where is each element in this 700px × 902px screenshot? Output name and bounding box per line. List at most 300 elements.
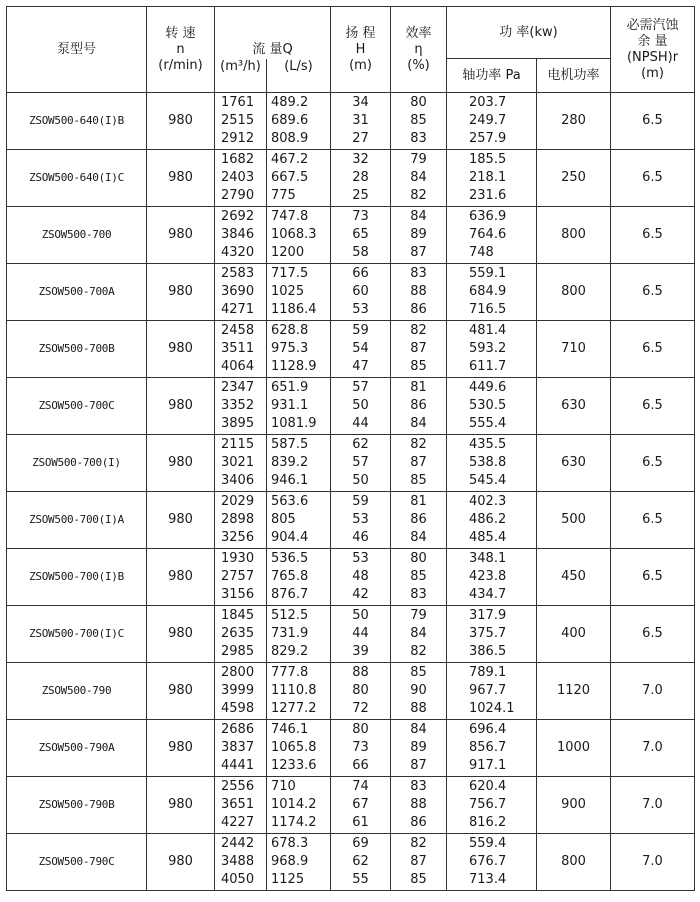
shaft-power-cell <box>447 264 537 321</box>
shaft-power-cell-value: 402.3 <box>469 493 507 509</box>
head-cell <box>331 834 391 891</box>
shaft-power-cell-value: 348.1 <box>469 550 507 566</box>
head-cell-value: 62 <box>352 853 369 869</box>
shaft-power-cell <box>447 93 537 150</box>
pump-model-cell: ZSOW500-700(I)C <box>7 606 147 663</box>
shaft-power-cell <box>447 777 537 834</box>
flow-ls-cell-value: 1014.2 <box>271 796 317 812</box>
flow-ls-cell-value: 717.5 <box>271 265 309 281</box>
shaft-power-cell <box>447 435 537 492</box>
flow-m3h-cell-value: 2515 <box>221 112 255 128</box>
motor-power-cell: 900 <box>537 777 611 834</box>
shaft-power-cell-value: 203.7 <box>469 94 507 110</box>
head-cell-value: 47 <box>352 359 369 375</box>
head-cell-value: 50 <box>352 607 369 623</box>
flow-m3h-cell-value: 4227 <box>221 815 255 831</box>
flow-ls-cell <box>267 264 331 321</box>
head-cell-value: 74 <box>352 778 369 794</box>
head-cell-value: 53 <box>352 550 369 566</box>
shaft-power-cell-value: 545.4 <box>469 473 507 489</box>
flow-ls-cell-value: 746.1 <box>271 721 309 737</box>
shaft-power-cell-value: 386.5 <box>469 644 507 660</box>
efficiency-cell-value: 85 <box>410 664 427 680</box>
shaft-power-cell-value: 481.4 <box>469 322 507 338</box>
table-row <box>7 264 695 321</box>
shaft-power-cell-value: 559.4 <box>469 835 507 851</box>
flow-ls-cell-value: 946.1 <box>271 473 309 489</box>
flow-ls-cell-value: 765.8 <box>271 568 309 584</box>
header-head-symbol: H <box>355 41 366 57</box>
table-row <box>7 606 695 663</box>
efficiency-cell-value: 83 <box>410 265 427 281</box>
header-npsh-line1: 必需汽蚀 <box>626 17 679 33</box>
shaft-power-cell-value: 789.1 <box>469 664 507 680</box>
shaft-power-cell-value: 593.2 <box>469 340 507 356</box>
shaft-power-cell <box>447 834 537 891</box>
shaft-power-cell-value: 257.9 <box>469 131 507 147</box>
flow-ls-cell <box>267 150 331 207</box>
shaft-power-cell <box>447 321 537 378</box>
head-cell-value: 44 <box>352 625 369 641</box>
efficiency-cell-value: 85 <box>410 359 427 375</box>
table-row <box>7 207 695 264</box>
flow-m3h-cell <box>215 150 267 207</box>
motor-power-cell: 800 <box>537 834 611 891</box>
speed-cell: 980 <box>147 93 215 150</box>
flow-m3h-cell <box>215 834 267 891</box>
efficiency-cell-value: 88 <box>410 283 427 299</box>
npsh-cell: 6.5 <box>611 378 695 435</box>
flow-m3h-cell <box>215 435 267 492</box>
flow-ls-cell-value: 1186.4 <box>271 302 317 318</box>
flow-m3h-cell <box>215 663 267 720</box>
flow-ls-cell <box>267 93 331 150</box>
shaft-power-cell-value: 530.5 <box>469 397 507 413</box>
flow-ls-cell-value: 1068.3 <box>271 226 317 242</box>
efficiency-cell <box>391 207 447 264</box>
flow-m3h-cell-value: 4441 <box>221 758 255 774</box>
header-flow: 流 量Q <box>215 7 331 59</box>
efficiency-cell-value: 84 <box>410 721 427 737</box>
efficiency-cell-value: 85 <box>410 473 427 489</box>
head-cell-value: 67 <box>352 796 369 812</box>
shaft-power-cell-value: 486.2 <box>469 511 507 527</box>
header-head <box>331 7 391 93</box>
efficiency-cell-value: 86 <box>410 511 427 527</box>
motor-power-cell: 710 <box>537 321 611 378</box>
head-cell-value: 73 <box>352 208 369 224</box>
flow-m3h-cell-value: 4320 <box>221 245 255 261</box>
npsh-cell: 6.5 <box>611 150 695 207</box>
head-cell-value: 27 <box>352 131 369 147</box>
shaft-power-cell-value: 967.7 <box>469 682 507 698</box>
shaft-power-cell <box>447 207 537 264</box>
motor-power-cell: 1000 <box>537 720 611 777</box>
flow-m3h-cell <box>215 777 267 834</box>
header-npsh-line3: (NPSH)r <box>626 49 679 65</box>
flow-m3h-cell-value: 3156 <box>221 587 255 603</box>
flow-ls-cell-value: 678.3 <box>271 835 309 851</box>
efficiency-cell <box>391 777 447 834</box>
shaft-power-cell-value: 611.7 <box>469 359 507 375</box>
flow-m3h-cell-value: 2458 <box>221 322 255 338</box>
flow-m3h-cell <box>215 264 267 321</box>
npsh-cell: 6.5 <box>611 549 695 606</box>
head-cell-value: 28 <box>352 169 369 185</box>
flow-m3h-cell-value: 2635 <box>221 625 255 641</box>
flow-m3h-cell-value: 1761 <box>221 94 255 110</box>
flow-m3h-cell-value: 4050 <box>221 872 255 888</box>
motor-power-cell: 800 <box>537 264 611 321</box>
efficiency-cell-value: 89 <box>410 226 427 242</box>
efficiency-cell-value: 84 <box>410 530 427 546</box>
speed-cell: 980 <box>147 834 215 891</box>
flow-ls-cell-value: 731.9 <box>271 625 309 641</box>
flow-m3h-cell-value: 2403 <box>221 169 255 185</box>
flow-m3h-cell-value: 2556 <box>221 778 255 794</box>
shaft-power-cell-value: 434.7 <box>469 587 507 603</box>
head-cell-value: 60 <box>352 283 369 299</box>
head-cell-value: 48 <box>352 568 369 584</box>
npsh-cell: 6.5 <box>611 606 695 663</box>
flow-m3h-cell-value: 2800 <box>221 664 255 680</box>
table-row <box>7 549 695 606</box>
head-cell <box>331 435 391 492</box>
shaft-power-cell-value: 756.7 <box>469 796 507 812</box>
motor-power-cell: 400 <box>537 606 611 663</box>
flow-m3h-cell-value: 2757 <box>221 568 255 584</box>
efficiency-cell-value: 84 <box>410 416 427 432</box>
efficiency-cell-value: 79 <box>410 607 427 623</box>
flow-ls-cell-value: 1125 <box>271 872 305 888</box>
speed-cell: 980 <box>147 549 215 606</box>
head-cell-value: 72 <box>352 701 369 717</box>
flow-ls-cell-value: 968.9 <box>271 853 309 869</box>
table-row <box>7 834 695 891</box>
efficiency-cell-value: 85 <box>410 568 427 584</box>
shaft-power-cell-value: 218.1 <box>469 169 507 185</box>
flow-ls-cell <box>267 834 331 891</box>
header-eff-title: 效率 <box>405 25 432 41</box>
shaft-power-cell <box>447 663 537 720</box>
npsh-cell: 7.0 <box>611 777 695 834</box>
efficiency-cell-value: 85 <box>410 872 427 888</box>
efficiency-cell <box>391 321 447 378</box>
npsh-cell: 7.0 <box>611 834 695 891</box>
flow-ls-cell-value: 628.8 <box>271 322 309 338</box>
shaft-power-cell-value: 538.8 <box>469 454 507 470</box>
head-cell-value: 66 <box>352 758 369 774</box>
flow-ls-cell-value: 667.5 <box>271 169 309 185</box>
efficiency-cell <box>391 150 447 207</box>
efficiency-cell-value: 84 <box>410 208 427 224</box>
table-row <box>7 93 695 150</box>
motor-power-cell: 630 <box>537 378 611 435</box>
shaft-power-cell-value: 317.9 <box>469 607 507 623</box>
efficiency-cell <box>391 264 447 321</box>
flow-ls-cell-value: 876.7 <box>271 587 309 603</box>
flow-ls-cell-value: 1110.8 <box>271 682 317 698</box>
flow-m3h-cell-value: 3837 <box>221 739 255 755</box>
head-cell <box>331 549 391 606</box>
speed-cell: 980 <box>147 378 215 435</box>
efficiency-cell <box>391 492 447 549</box>
head-cell-value: 39 <box>352 644 369 660</box>
flow-ls-cell-value: 489.2 <box>271 94 309 110</box>
flow-m3h-cell-value: 3511 <box>221 340 255 356</box>
efficiency-cell-value: 88 <box>410 701 427 717</box>
flow-m3h-cell-value: 1930 <box>221 550 255 566</box>
table-row <box>7 150 695 207</box>
header-eff-symbol: η <box>414 41 423 57</box>
flow-m3h-cell-value: 1845 <box>221 607 255 623</box>
head-cell <box>331 606 391 663</box>
flow-ls-cell <box>267 720 331 777</box>
flow-m3h-cell-value: 3690 <box>221 283 255 299</box>
flow-m3h-cell-value: 3256 <box>221 530 255 546</box>
table-header <box>7 7 695 93</box>
efficiency-cell-value: 83 <box>410 778 427 794</box>
flow-m3h-cell-value: 2898 <box>221 511 255 527</box>
flow-ls-cell-value: 1174.2 <box>271 815 317 831</box>
flow-ls-cell-value: 829.2 <box>271 644 309 660</box>
header-npsh <box>611 7 695 93</box>
efficiency-cell-value: 83 <box>410 131 427 147</box>
motor-power-cell: 450 <box>537 549 611 606</box>
flow-m3h-cell <box>215 93 267 150</box>
head-cell-value: 57 <box>352 379 369 395</box>
pump-model-cell: ZSOW500-790 <box>7 663 147 720</box>
efficiency-cell-value: 81 <box>410 379 427 395</box>
shaft-power-cell-value: 713.4 <box>469 872 507 888</box>
efficiency-cell <box>391 720 447 777</box>
head-cell-value: 46 <box>352 530 369 546</box>
shaft-power-cell-value: 764.6 <box>469 226 507 242</box>
flow-m3h-cell-value: 4271 <box>221 302 255 318</box>
shaft-power-cell-value: 559.1 <box>469 265 507 281</box>
flow-m3h-cell-value: 3651 <box>221 796 255 812</box>
pump-model-cell: ZSOW500-700A <box>7 264 147 321</box>
head-cell <box>331 321 391 378</box>
efficiency-cell-value: 80 <box>410 550 427 566</box>
efficiency-cell <box>391 378 447 435</box>
head-cell <box>331 720 391 777</box>
table-row <box>7 663 695 720</box>
flow-ls-cell-value: 1233.6 <box>271 758 317 774</box>
flow-ls-cell-value: 651.9 <box>271 379 309 395</box>
shaft-power-cell-value: 423.8 <box>469 568 507 584</box>
head-cell-value: 65 <box>352 226 369 242</box>
pump-performance-table <box>6 6 695 891</box>
header-speed-symbol: n <box>176 41 185 57</box>
flow-m3h-cell-value: 3895 <box>221 416 255 432</box>
speed-cell: 980 <box>147 606 215 663</box>
efficiency-cell-value: 87 <box>410 758 427 774</box>
efficiency-cell-value: 87 <box>410 454 427 470</box>
motor-power-cell: 500 <box>537 492 611 549</box>
flow-ls-cell <box>267 207 331 264</box>
header-speed-title: 转 速 <box>165 25 196 41</box>
shaft-power-cell <box>447 549 537 606</box>
head-cell-value: 57 <box>352 454 369 470</box>
flow-m3h-cell-value: 3021 <box>221 454 255 470</box>
flow-m3h-cell <box>215 492 267 549</box>
efficiency-cell-value: 81 <box>410 493 427 509</box>
head-cell <box>331 492 391 549</box>
flow-m3h-cell <box>215 606 267 663</box>
header-head-unit: (m) <box>349 57 372 73</box>
header-speed-unit: (r/min) <box>158 57 203 73</box>
shaft-power-cell-value: 375.7 <box>469 625 507 641</box>
shaft-power-cell-value: 231.6 <box>469 188 507 204</box>
shaft-power-cell <box>447 150 537 207</box>
flow-ls-cell-value: 587.5 <box>271 436 309 452</box>
head-cell <box>331 663 391 720</box>
efficiency-cell <box>391 606 447 663</box>
shaft-power-cell-value: 696.4 <box>469 721 507 737</box>
efficiency-cell-value: 80 <box>410 94 427 110</box>
pump-model-cell: ZSOW500-790A <box>7 720 147 777</box>
header-shaft-power: 轴功率 Pa <box>447 59 537 93</box>
flow-ls-cell-value: 808.9 <box>271 131 309 147</box>
head-cell-value: 69 <box>352 835 369 851</box>
flow-ls-cell-value: 975.3 <box>271 340 309 356</box>
header-speed <box>147 7 215 93</box>
table-row <box>7 720 695 777</box>
head-cell-value: 80 <box>352 721 369 737</box>
header-efficiency <box>391 7 447 93</box>
header-power: 功 率(kw) <box>447 7 611 59</box>
head-cell-value: 53 <box>352 302 369 318</box>
flow-ls-cell-value: 839.2 <box>271 454 309 470</box>
speed-cell: 980 <box>147 777 215 834</box>
npsh-cell: 6.5 <box>611 207 695 264</box>
header-npsh-line2: 余 量 <box>637 33 668 49</box>
flow-m3h-cell-value: 3488 <box>221 853 255 869</box>
efficiency-cell-value: 83 <box>410 587 427 603</box>
pump-model-cell: ZSOW500-700B <box>7 321 147 378</box>
head-cell <box>331 93 391 150</box>
flow-m3h-cell <box>215 378 267 435</box>
speed-cell: 980 <box>147 264 215 321</box>
speed-cell: 980 <box>147 321 215 378</box>
table-row <box>7 777 695 834</box>
shaft-power-cell-value: 856.7 <box>469 739 507 755</box>
speed-cell: 980 <box>147 492 215 549</box>
head-cell-value: 32 <box>352 151 369 167</box>
pump-model-cell: ZSOW500-790C <box>7 834 147 891</box>
speed-cell: 980 <box>147 663 215 720</box>
shaft-power-cell <box>447 378 537 435</box>
flow-m3h-cell-value: 3352 <box>221 397 255 413</box>
head-cell <box>331 264 391 321</box>
pump-performance-sheet <box>6 6 694 891</box>
head-cell-value: 25 <box>352 188 369 204</box>
efficiency-cell-value: 86 <box>410 302 427 318</box>
shaft-power-cell-value: 676.7 <box>469 853 507 869</box>
head-cell-value: 50 <box>352 397 369 413</box>
head-cell-value: 66 <box>352 265 369 281</box>
head-cell-value: 73 <box>352 739 369 755</box>
efficiency-cell-value: 88 <box>410 796 427 812</box>
efficiency-cell-value: 84 <box>410 625 427 641</box>
efficiency-cell-value: 87 <box>410 245 427 261</box>
table-row <box>7 435 695 492</box>
npsh-cell: 6.5 <box>611 435 695 492</box>
efficiency-cell-value: 82 <box>410 436 427 452</box>
motor-power-cell: 630 <box>537 435 611 492</box>
flow-ls-cell <box>267 663 331 720</box>
flow-m3h-cell-value: 3999 <box>221 682 255 698</box>
speed-cell: 980 <box>147 435 215 492</box>
efficiency-cell-value: 82 <box>410 644 427 660</box>
head-cell <box>331 777 391 834</box>
shaft-power-cell-value: 816.2 <box>469 815 507 831</box>
head-cell-value: 80 <box>352 682 369 698</box>
flow-ls-cell-value: 775 <box>271 188 296 204</box>
pump-model-cell: ZSOW500-640(I)B <box>7 93 147 150</box>
efficiency-cell-value: 87 <box>410 340 427 356</box>
shaft-power-cell-value: 555.4 <box>469 416 507 432</box>
pump-model-cell: ZSOW500-700(I)A <box>7 492 147 549</box>
flow-m3h-cell-value: 3846 <box>221 226 255 242</box>
head-cell-value: 44 <box>352 416 369 432</box>
efficiency-cell-value: 85 <box>410 112 427 128</box>
head-cell-value: 59 <box>352 322 369 338</box>
flow-ls-cell-value: 747.8 <box>271 208 309 224</box>
flow-ls-cell <box>267 492 331 549</box>
npsh-cell: 6.5 <box>611 93 695 150</box>
head-cell-value: 50 <box>352 473 369 489</box>
efficiency-cell-value: 82 <box>410 188 427 204</box>
efficiency-cell-value: 79 <box>410 151 427 167</box>
flow-m3h-cell-value: 2347 <box>221 379 255 395</box>
shaft-power-cell-value: 684.9 <box>469 283 507 299</box>
efficiency-cell-value: 86 <box>410 815 427 831</box>
shaft-power-cell-value: 620.4 <box>469 778 507 794</box>
efficiency-cell <box>391 435 447 492</box>
npsh-cell: 6.5 <box>611 321 695 378</box>
table-body <box>7 93 695 891</box>
npsh-cell: 7.0 <box>611 720 695 777</box>
flow-m3h-cell-value: 2912 <box>221 131 255 147</box>
table-row <box>7 321 695 378</box>
header-flow-m3h: (m³/h) <box>215 59 267 93</box>
shaft-power-cell-value: 485.4 <box>469 530 507 546</box>
flow-ls-cell <box>267 606 331 663</box>
head-cell <box>331 378 391 435</box>
flow-ls-cell-value: 777.8 <box>271 664 309 680</box>
efficiency-cell-value: 90 <box>410 682 427 698</box>
flow-m3h-cell-value: 2985 <box>221 644 255 660</box>
head-cell <box>331 207 391 264</box>
flow-m3h-cell-value: 2692 <box>221 208 255 224</box>
shaft-power-cell <box>447 606 537 663</box>
efficiency-cell-value: 82 <box>410 322 427 338</box>
shaft-power-cell-value: 435.5 <box>469 436 507 452</box>
flow-ls-cell-value: 1025 <box>271 283 305 299</box>
flow-ls-cell-value: 931.1 <box>271 397 309 413</box>
flow-ls-cell-value: 467.2 <box>271 151 309 167</box>
pump-model-cell: ZSOW500-790B <box>7 777 147 834</box>
shaft-power-cell-value: 748 <box>469 245 494 261</box>
shaft-power-cell <box>447 492 537 549</box>
flow-m3h-cell-value: 2686 <box>221 721 255 737</box>
head-cell-value: 54 <box>352 340 369 356</box>
efficiency-cell <box>391 549 447 606</box>
header-motor-power: 电机功率 <box>537 59 611 93</box>
speed-cell: 980 <box>147 150 215 207</box>
